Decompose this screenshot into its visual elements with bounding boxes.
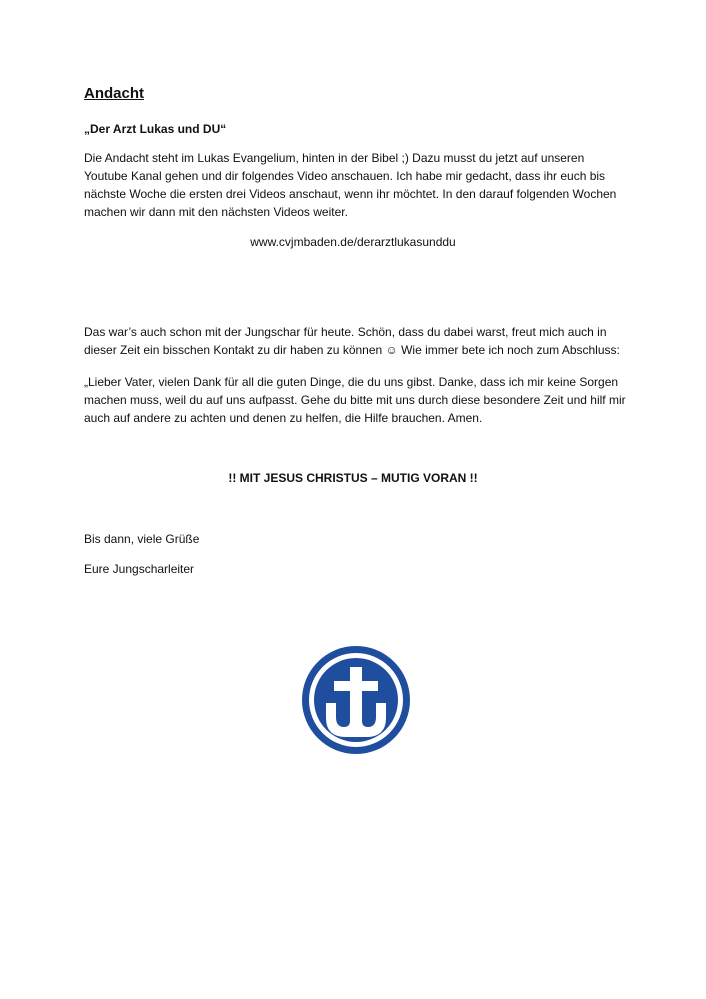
video-link[interactable]: www.cvjmbaden.de/derarztlukasunddu <box>250 235 456 249</box>
signoff: Eure Jungscharleiter <box>84 562 195 576</box>
prayer-paragraph: „Lieber Vater, vielen Dank für all die guten Dinge, die du uns gibst. Danke, dass ich mir keine Sorgen machen muss, weil du auf uns aufpasst. Gehe du bitte mit uns durch diese besondere Zeit und hilf mir auch auf andere zu achten und denen zu helfen, die Hilfe brauchen. Amen. <box>84 375 626 425</box>
greeting: Bis dann, viele Grüße <box>84 532 200 546</box>
intro-paragraph: Die Andacht steht im Lukas Evangelium, hinten in der Bibel ;) Dazu musst du jetzt auf unseren Youtube Kanal gehen und dir folgendes Video anschauen. Ich habe mir gedacht, dass ihr euch bis nächste Woche die ersten drei Videos anschaut, wenn ihr möchtet. In den darauf folgenden Wochen machen wir dann mit den nächsten Videos weiter. <box>84 151 617 219</box>
page-title: Andacht <box>84 85 144 102</box>
jungschar-logo-icon <box>300 643 412 757</box>
closing-paragraph: Das war’s auch schon mit der Jungschar für heute. Schön, dass du dabei warst, freut mich auch in dieser Zeit ein bisschen Kontakt zu dir haben zu können ☺ Wie immer bete ich noch zum Abschluss: <box>84 325 620 357</box>
devotion-subtitle: „Der Arzt Lukas und DU“ <box>84 122 227 136</box>
motto: !! MIT JESUS CHRISTUS – MUTIG VORAN !! <box>228 471 478 485</box>
